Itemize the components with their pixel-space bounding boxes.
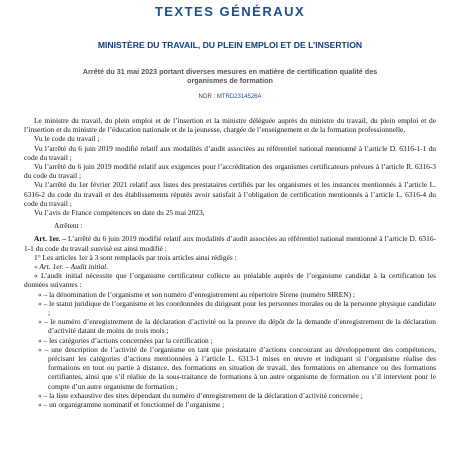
list-item: « – le statut juridique de l’organisme et les coordonnées du dirigeant pour les personnes morales ou de la personne physique candidate ;: [38, 298, 436, 318]
audit-intro: « L’audit initial nécessite que l’organisme certificateur collecte au préalable auprès de l’organisme candidat à la certification les données suivantes :: [24, 271, 436, 290]
visa-avis-france-competences: Vu l’avis de France compétences en date du 25 mai 2023,: [34, 208, 205, 218]
decree-title: Arrêté du 31 mai 2023 portant diverses mesures en matière de certification qualité des organismes de formation: [82, 67, 378, 85]
list-item: « – une description de l’activité de l’organisme en tant que prestataire d’actions concourant au développement des compétences, précisant les catégories d’actions mentionnées à l’article L. 6313-1 mises en œuvre et indiquant si l’organisme réalise des formations en tout ou partie à distance, des formations en situation de travail, des formations en alternance ou des formations certifiantes, ainsi que s’il réalise de la sous-traitance de formations à un autre organisme de formation ou s’il intervient pour le compte d’un autre organisme de formation ;: [38, 344, 436, 391]
authors-paragraph: Le ministre du travail, du plein emploi et de l’insertion et la ministre déléguée auprès du ministre du travail, du plein emploi et de l’insertion et du ministre de l’éducation nationale et de la jeunesse, chargée de l’enseignement et de la formation professionnelle,: [24, 116, 436, 135]
article-1-quote-title: « Art. 1er. – Audit initial.: [34, 262, 109, 272]
arretent-line: Arrêtent :: [54, 221, 83, 231]
list-item: « – les catégories d’actions concernées par la certification ;: [38, 335, 213, 345]
visa-arrete-audit: Vu l’arrêté du 6 juin 2019 modifié relatif aux modalités d’audit associées au référentiel national mentionné à l’article D. 6316-1-1 du code du travail ;: [24, 143, 436, 162]
ministry-heading: MINISTÈRE DU TRAVAIL, DU PLEIN EMPLOI ET DE L’INSERTION: [97, 40, 363, 50]
article-1-text: L’arrêté du 6 juin 2019 modifié relatif aux modalités d’audit associées au référentiel national mentionné à l’article D. 6316-1-1 du code du travail susvisé est ainsi modifié :: [24, 234, 436, 253]
list-item: « – un organigramme nominatif et fonctionnel de l’organisme ;: [38, 400, 225, 410]
list-item: « – la liste exhaustive des sites dépendant du numéro d’enregistrement de la déclaration d’activité concernée ;: [38, 390, 363, 400]
visa-arrete-accreditation: Vu l’arrêté du 6 juin 2019 modifié relatif aux exigences pour l’accréditation des organismes certificateurs prévues à l’article R. 6316-3 du code du travail ;: [24, 162, 436, 181]
visa-code-travail: Vu le code du travail ;: [34, 134, 100, 144]
list-item: « – la dénomination de l’organisme et son numéro d’enregistrement au répertoire Sirene (numéro SIREN) ;: [38, 289, 355, 299]
article-1-point-1: 1° Les articles 1er à 3 sont remplacés par trois articles ainsi rédigés :: [34, 252, 237, 262]
visa-arrete-listes: Vu l’arrêté du 1er février 2021 relatif aux listes des prestataires certifiés par les organismes et les instances mentionnés à l’article L. 6316-2 du code du travail et des établissements réputés avoir satisfait à l’obligation de certification mentionnés à l’article L. 6316-4 du code du travail ;: [24, 180, 436, 208]
decree-body: [24, 116, 436, 409]
nor-label: NOR :: [198, 94, 216, 100]
section-header: TEXTES GÉNÉRAUX: [154, 4, 306, 19]
nor-reference: [0, 94, 460, 100]
article-1: [24, 234, 436, 252]
article-1-label: Art. 1er. –: [34, 234, 67, 244]
list-item: « – le numéro d’enregistrement de la déclaration d’activité ou la preuve du dépôt de la demande d’enregistrement de la déclaration d’activité datant de moins de trois mois ;: [38, 317, 436, 336]
nor-code: MTRD2314526A: [216, 94, 262, 100]
